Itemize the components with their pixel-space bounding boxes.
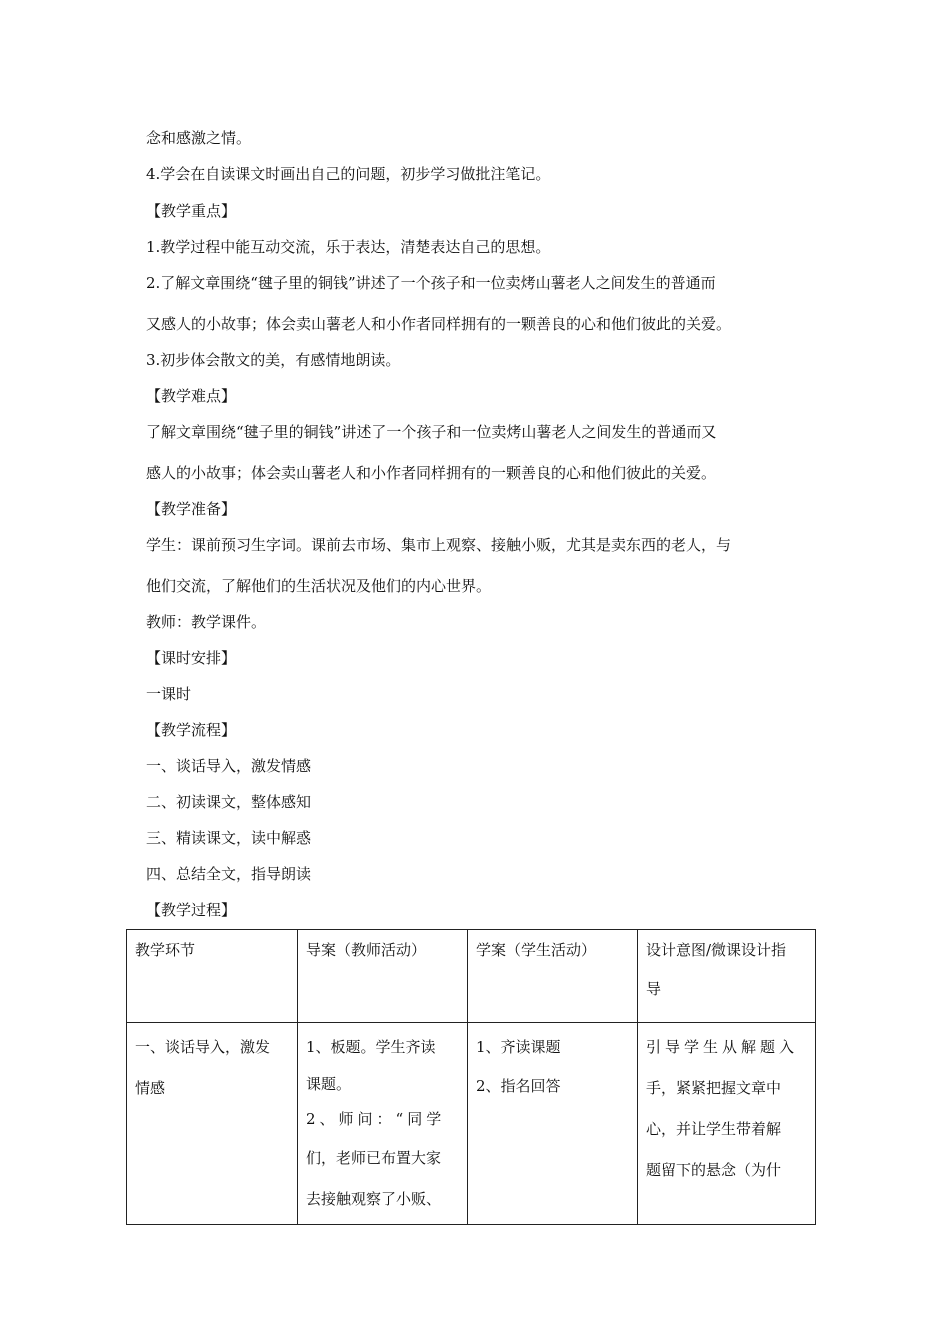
key-point-2-line-2: 又感人的小故事；体会卖山薯老人和小作者同样拥有的一颗善良的心和他们彼此的关爱。 [146, 315, 732, 333]
row1-design-cell [638, 1023, 816, 1225]
row1-stage-line-1: 一、谈话导入，激发 [135, 1038, 271, 1056]
header-design-label-line-1: 设计意图/微课设计指 [646, 941, 787, 959]
row1-student-line-2: 2、指名回答 [476, 1077, 561, 1095]
flow-step-2: 二、初读课文，整体感知 [146, 793, 312, 811]
row1-design-line-2: 手，紧紧把握文章中 [646, 1079, 782, 1097]
row1-stage-cell [127, 1023, 298, 1225]
row1-design-line-4: 题留下的悬念（为什 [646, 1161, 782, 1179]
table-row [127, 1023, 816, 1225]
header-design-label-line-2: 导 [646, 980, 662, 998]
row1-student-line-1: 1、齐读课题 [476, 1038, 561, 1056]
header-stage-label: 教学环节 [135, 941, 196, 959]
heading-flow: 【教学流程】 [146, 721, 237, 739]
objective-4: 4.学会在自读课文时画出自己的问题，初步学习做批注笔记。 [146, 165, 551, 183]
header-cell-teacher [298, 930, 468, 1023]
flow-step-4: 四、总结全文，指导朗读 [146, 865, 312, 883]
table-header-row [127, 930, 816, 1023]
preparation-teacher: 教师：教学课件。 [146, 613, 267, 631]
row1-teacher-cell [298, 1023, 468, 1225]
heading-difficulties: 【教学难点】 [146, 387, 237, 405]
header-cell-student [468, 930, 638, 1023]
heading-preparation: 【教学准备】 [146, 500, 237, 518]
flow-step-1: 一、谈话导入，激发情感 [146, 757, 312, 775]
row1-teacher-line-2: 课题。 [306, 1075, 352, 1093]
schedule-value: 一课时 [146, 685, 192, 703]
header-student-label: 学案（学生活动） [476, 941, 597, 959]
row1-stage-line-2: 情感 [135, 1079, 166, 1097]
heading-process: 【教学过程】 [146, 901, 237, 919]
preparation-student-line-1: 学生：课前预习生字词。课前去市场、集市上观察、接触小贩，尤其是卖东西的老人，与 [146, 536, 732, 554]
key-point-2-line-1: 2.了解文章围绕“毽子里的铜钱”讲述了一个孩子和一位卖烤山薯老人之间发生的普通而 [146, 274, 716, 292]
key-point-3: 3.初步体会散文的美，有感情地朗读。 [146, 351, 401, 369]
header-cell-stage [127, 930, 298, 1023]
row1-teacher-line-3: 2、师问：“同学 [306, 1110, 446, 1128]
difficulty-line-1: 了解文章围绕“毽子里的铜钱”讲述了一个孩子和一位卖烤山薯老人之间发生的普通而又 [146, 423, 717, 441]
row1-design-line-1: 引导学生从解题入 [646, 1038, 799, 1056]
row1-student-cell [468, 1023, 638, 1225]
difficulty-line-2: 感人的小故事；体会卖山薯老人和小作者同样拥有的一颗善良的心和他们彼此的关爱。 [146, 464, 717, 482]
row1-teacher-line-1: 1、板题。学生齐读 [306, 1038, 436, 1056]
text-line-1: 念和感激之情。 [146, 129, 252, 147]
flow-step-3: 三、精读课文，读中解惑 [146, 829, 312, 847]
preparation-student-line-2: 他们交流，了解他们的生活状况及他们的内心世界。 [146, 577, 492, 595]
heading-schedule: 【课时安排】 [146, 649, 237, 667]
header-cell-design [638, 930, 816, 1023]
teaching-process-table [126, 929, 816, 1225]
heading-key-points: 【教学重点】 [146, 202, 237, 220]
key-point-1: 1.教学过程中能互动交流，乐于表达，清楚表达自己的思想。 [146, 238, 551, 256]
row1-teacher-line-5: 去接触观察了小贩、 [306, 1190, 442, 1208]
header-teacher-label: 导案（教师活动） [306, 941, 427, 959]
row1-design-line-3: 心，并让学生带着解 [646, 1120, 782, 1138]
row1-teacher-line-4: 们，老师已布置大家 [306, 1149, 442, 1167]
